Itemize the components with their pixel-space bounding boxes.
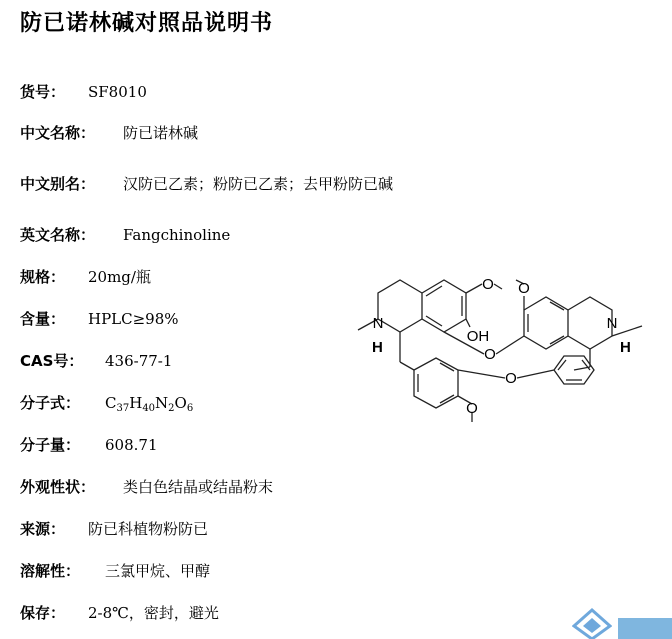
catalog-label: 货号： [20,83,66,101]
ring-b [378,280,422,332]
oh-label: OH [466,328,490,345]
mw-label: 分子量： [20,436,81,454]
h-right-label: H [620,339,631,356]
methoxy-o-left: O [482,276,494,293]
en-name-value: Fangchinoline [123,226,231,244]
diamond-logo-icon [572,608,612,639]
cn-name-label: 中文名称： [20,124,96,142]
n-right-label: N [606,315,618,332]
appearance-label: 外观性状： [20,478,96,496]
cas-value: 436-77-1 [105,352,173,370]
n-left-label: N [372,315,384,332]
ring-d [524,297,568,349]
alias-label: 中文别名： [20,175,96,193]
cas-label: CAS号： [20,352,84,370]
mw-value: 608.71 [105,436,158,454]
spec-value: 20mg/瓶 [88,268,151,286]
source-label: 来源： [20,520,66,538]
ring-a [422,280,466,332]
chemical-structure [352,270,652,445]
storage-label: 保存： [20,604,66,622]
ring-c [414,358,458,408]
appearance-value: 类白色结晶或结晶粉末 [123,478,274,496]
o-bridge2-label: O [505,370,517,387]
en-name-label: 英文名称： [20,226,96,244]
content-value: HPLC≥98% [88,310,179,328]
content-label: 含量： [20,310,66,328]
o-bridge1-label: O [484,346,496,363]
h-left-label: H [372,339,383,356]
storage-value: 2-8℃，密封，避光 [88,604,219,622]
methoxy-o-lower: O [466,400,478,417]
methoxy-o-right: O [518,280,530,297]
ring-e [568,297,612,349]
solubility-value: 三氯甲烷、甲醇 [105,562,211,580]
cn-name-value: 防已诺林碱 [123,124,199,142]
catalog-value: SF8010 [88,83,147,101]
solubility-label: 溶解性： [20,562,81,580]
alias-value: 汉防已乙素；粉防已乙素；去甲粉防已碱 [123,175,394,193]
source-value: 防已科植物粉防已 [88,520,209,538]
formula-label: 分子式： [20,394,81,412]
spec-label: 规格： [20,268,66,286]
formula-value: $C_{37}H_{40}N_2O_6$ [105,394,194,414]
page-title: 防已诺林碱对照品说明书 [20,11,274,36]
corner-bar [618,618,672,639]
